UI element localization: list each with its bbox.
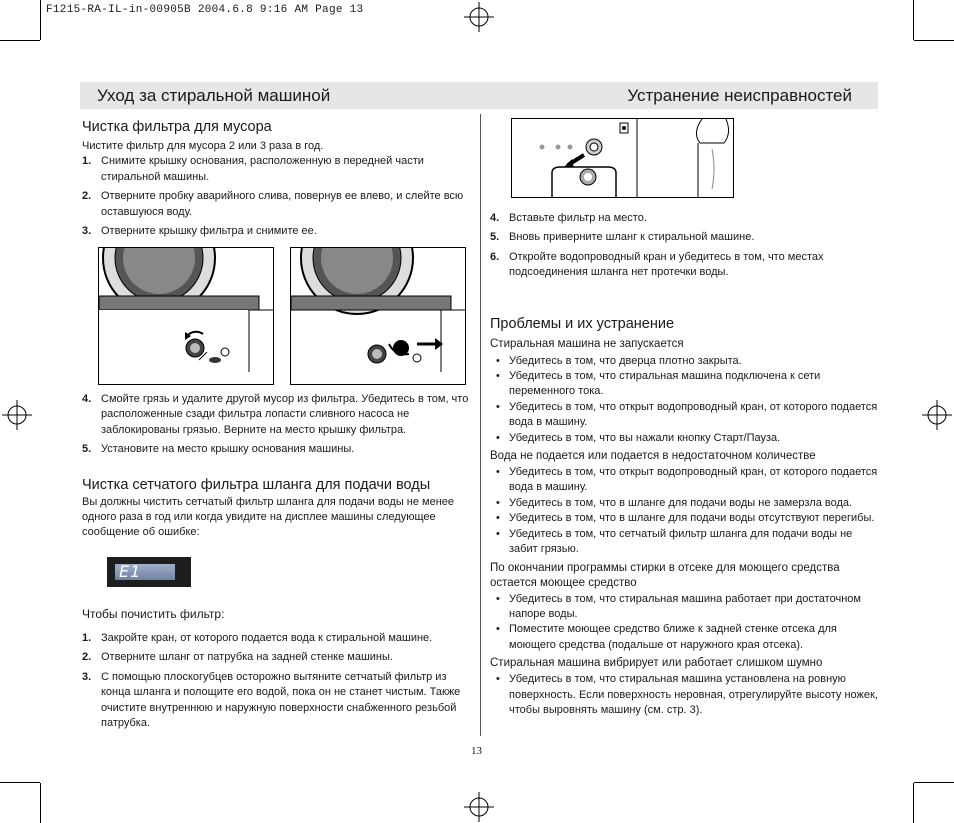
list-item: • Убедитесь в том, что стиральная машина установлена на ровную поверхность. Если поверхность неровная, отрегулируйте высоту ножек, чтобы выровнять машину (см. стр. 3). — [490, 672, 882, 718]
filter-intro: Чистите фильтр для мусора 2 или 3 раза в год. — [82, 140, 324, 152]
left-column — [82, 118, 472, 239]
right-column — [490, 211, 882, 718]
list-item: 4. Вставьте фильтр на место. — [490, 212, 647, 224]
list-item: • Убедитесь в том, что вы нажали кнопку Старт/Пауза. — [490, 431, 882, 446]
registration-mark-top — [464, 2, 494, 32]
illustration-hose-connection — [511, 118, 734, 198]
filter-heading: Чистка фильтра для мусора — [82, 119, 272, 135]
registration-mark-left — [2, 400, 32, 430]
list-item: • Убедитесь в том, что в шланге для подачи воды не замерзла вода. — [490, 496, 882, 511]
registration-mark-bottom — [464, 792, 494, 822]
problem-list-detergent — [490, 592, 882, 654]
list-item: 6. Откройте водопроводный кран и убедитесь в том, что местах подсоединения шланга нет протечки воды. — [490, 250, 824, 279]
to-clean-heading: Чтобы почистить фильтр: — [82, 607, 225, 621]
list-item: 2. Отверните шланг от патрубка на задней стенке машины. — [82, 651, 393, 664]
illustration-drain-plug — [98, 247, 274, 385]
list-item: 3. С помощью плоскогубцев осторожно вытяните сетчатый фильтр из конца шланга и полощите его водой, пока он не станет чистым. Также очистите внутреннюю и наружную поверхности снабженного резьбой патрубка. — [82, 670, 461, 730]
mesh-steps — [82, 631, 472, 731]
list-item: 5. Вновь приверните шланг к стиральной машине. — [490, 231, 755, 244]
left-column-bottom — [82, 607, 472, 731]
list-item: 1. Снимите крышку основания, расположенную в передней части стиральной машины. — [82, 155, 424, 183]
list-item: • Поместите моющее средство ближе к задней стенке отсека для моющего средства (подальше от наружного края отсека). — [490, 622, 882, 653]
list-item: 5. Установите на место крышку основания машины. — [82, 443, 355, 456]
list-item: 2. Отверните пробку аварийного слива, повернув ее влево, и слейте всю оставшуюся воду. — [82, 190, 464, 218]
problem-title-vibration: Стиральная машина вибрирует или работает слишком шумно — [490, 657, 823, 670]
problem-title-no-water: Вода не подается или подается в недостаточном количестве — [490, 450, 816, 463]
section-title-left: Уход за стиральной машиной — [97, 86, 331, 105]
page-number: 13 — [471, 745, 482, 757]
mesh-filter-intro: Вы должны чистить сетчатый фильтр шланга для подачи воды не менее одного раза в год или когда увидите на дисплее машины следующее сообщение об ошибке: — [82, 495, 455, 539]
list-item: • Убедитесь в том, что стиральная машина работает при достаточном напоре воды. — [490, 592, 882, 623]
problem-title-detergent: По окончании программы стирки в отсеке для моющего средства остается моющее средство — [490, 561, 840, 589]
list-item: • Убедитесь в том, что сетчатый фильтр шланга для подачи воды не забит грязью. — [490, 527, 882, 558]
illustration-remove-filter — [290, 247, 466, 385]
problem-list-no-start — [490, 354, 882, 446]
section-title-right: Устранение неисправностей — [627, 86, 852, 105]
list-item: • Убедитесь в том, что открыт водопроводный кран, от которого подается вода в машину. — [490, 400, 882, 431]
list-item: • Убедитесь в том, что стиральная машина подключена к сети переменного тока. — [490, 369, 882, 400]
problems-heading: Проблемы и их устранение — [490, 315, 675, 332]
list-item: • Убедитесь в том, что в шланге для подачи воды отсутствуют перегибы. — [490, 511, 882, 526]
list-item: 4. Смойте грязь и удалите другой мусор из фильтра. Убедитесь в том, что расположенные сзади фильтра лопасти сливного насоса не заблокированы грязью. Верните на место крышку фильтра. — [82, 393, 469, 436]
list-item: • Убедитесь в том, что дверца плотно закрыта. — [490, 354, 882, 369]
filter-steps-b — [82, 392, 472, 458]
problem-list-vibration — [490, 672, 882, 718]
list-item: 3. Отверните крышку фильтра и снимите ее. — [82, 225, 317, 238]
registration-mark-right — [922, 400, 952, 430]
mesh-steps-continued — [490, 211, 882, 281]
problem-list-no-water — [490, 465, 882, 557]
problem-title-no-start: Стиральная машина не запускается — [490, 337, 684, 350]
left-column-cont — [82, 392, 472, 541]
filter-steps-a — [82, 154, 472, 239]
error-code: E1 — [119, 562, 142, 581]
print-header: F1215-RA-IL-in-00905B 2004.6.8 9:16 AM Page 13 — [46, 4, 364, 16]
mesh-filter-heading: Чистка сетчатого фильтра шланга для подачи воды — [82, 476, 431, 493]
list-item: 1. Закройте кран, от которого подается вода к стиральной машине. — [82, 632, 433, 644]
error-display — [107, 557, 191, 587]
column-divider — [480, 114, 481, 736]
list-item: • Убедитесь в том, что открыт водопроводный кран, от которого подается вода в машину. — [490, 465, 882, 496]
